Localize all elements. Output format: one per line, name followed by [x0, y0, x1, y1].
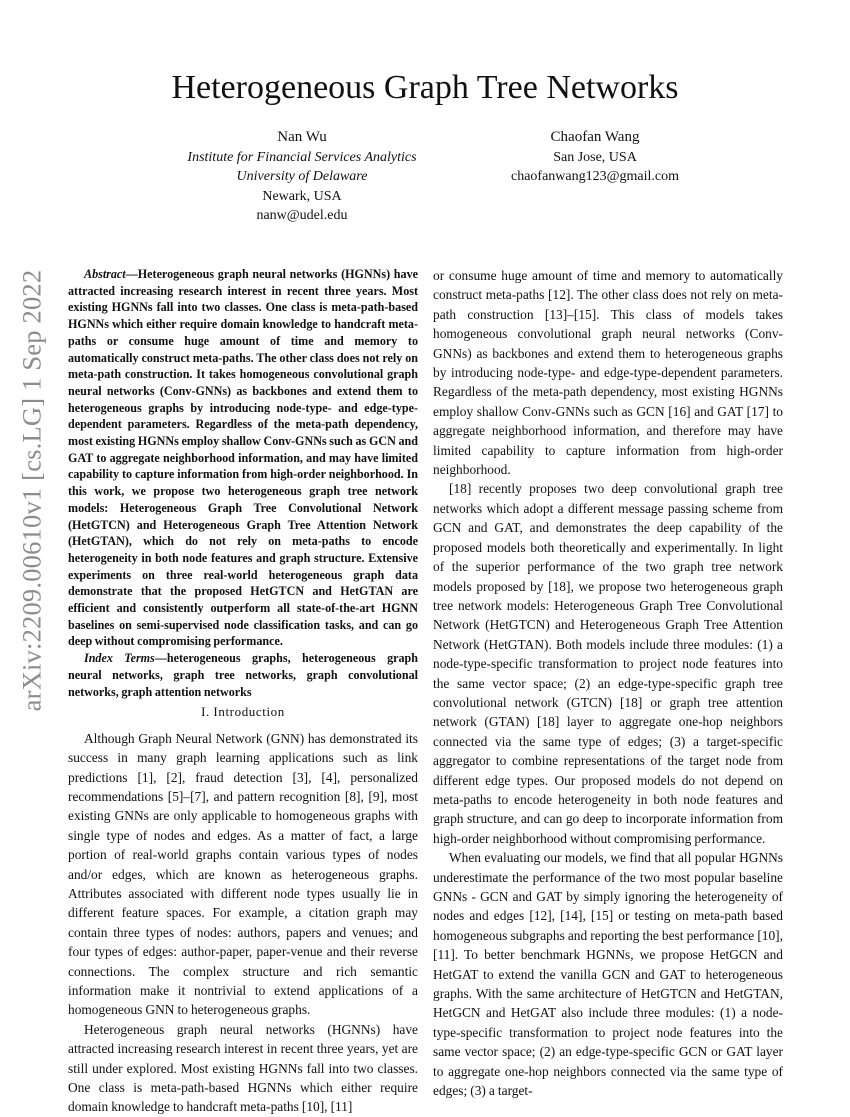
body-paragraph: Heterogeneous graph neural networks (HGNNs) have attracted increasing research interest in recent three years, yet are still under explored. Most existing HGNNs fall into two classes. One class is meta-path-based HGNNs which either require domain knowledge to handcraft meta-paths [10], [11]	[68, 1021, 418, 1115]
author-name: Nan Wu	[277, 129, 327, 145]
right-column	[433, 266, 783, 1100]
arxiv-watermark	[4, 269, 60, 711]
body-paragraph: or consume huge amount of time and memory to automatically construct meta-paths [12]. The other class does not rely on meta-path construction [13]–[15]. This class of models takes homogeneous convolutional graph neural networks (Conv-GNNs) as backbones and extend them to heterogeneous graphs by introducing node-type- and edge-type-dependent parameters. Regardless of the meta-path dependency, most existing HGNNs employ shallow Conv-GNNs such as GCN [16] and GAT [17] to aggregate neighborhood information, and therefore may have limited capability to capture information from high-order neighborhood.	[433, 268, 783, 478]
index-terms-text: —heterogeneous graphs, heterogeneous graph neural networks, graph tree networks, graph convolutional networks, graph attention networks	[68, 651, 419, 699]
index-terms	[68, 650, 418, 700]
author-affiliation: Institute for Financial Services Analytics	[187, 149, 417, 165]
arxiv-id: arXiv:2209.00610v1 [cs.LG] 1 Sep 2022	[16, 269, 47, 711]
author-email[interactable]: nanw@udel.edu	[256, 208, 348, 223]
author-name: Chaofan Wang	[550, 129, 640, 145]
author-location: Newark, USA	[262, 188, 342, 204]
index-terms-label: Index Terms	[84, 651, 155, 666]
body-paragraph: Although Graph Neural Network (GNN) has demonstrated its success in many graph learning applications such as link predictions [1], [2], fraud detection [3], [4], personalized recommendations [5]–[7], and pattern recognition [8], [9], most existing GNNs are only applicable to homogeneous graphs with single type of nodes and edges. As a matter of fact, a large portion of real-world graphs contain various types of nodes and/or edges, which are known as heterogeneous graphs. Attributes associated with different node types usually lie in different feature spaces. For example, a citation graph may contain three types of nodes: authors, papers and venues; and four types of edges: author-paper, paper-venue and their reverse connections. The complex structure and rich semantic information make it nontrivial to extend applications of a homogeneous GNN to heterogeneous graphs.	[68, 730, 418, 1018]
author-block-1	[172, 128, 432, 226]
left-column	[68, 266, 418, 1117]
section-heading: I. Introduction	[201, 704, 285, 720]
author-email[interactable]: chaofanwang123@gmail.com	[510, 169, 679, 184]
paper-title: Heterogeneous Graph Tree Networks	[171, 69, 679, 106]
author-block-2	[480, 128, 710, 187]
body-paragraph: [18] recently proposes two deep convolutional graph tree networks which adopt a different message passing scheme from GCN and GAT, and demonstrates the deep capability of the proposed models both theoretically and experimentally. In light of the superior performance of the two graph tree network models proposed by [18], we propose two heterogeneous graph tree network models: Heterogeneous Graph Tree Convolutional Network (HetGTCN) and Heterogeneous Graph Tree Attention Network (HetGTAN). Both models include three modules: (1) a node-type-specific transformation to project node features into the same vector space; (2) an edge-type-specific graph tree convolutional network (GTCN) [18] or graph tree attention network (GTAN) [18] layer to aggregate one-hop neighbors connected via the same type of edges; (3) a target-specific aggregator to combine representations of the target node from different edge types. Our proposed models do not depend on meta-paths to encode heterogeneity in both node features and graph structure, and can go deep to incorporate information from high-order neighborhood without compromising performance.	[433, 481, 783, 846]
body-paragraph: When evaluating our models, we find that all popular HGNNs underestimate the performance of the two most popular baseline GNNs - GCN and GAT by simply ignoring the heterogeneity of nodes and edges [12], [14], [15] or testing on meta-path based homogeneous subgraphs and reporting the best performance [10], [11]. To better benchmark HGNNs, we propose HetGCN and HetGAT to extend the vanilla GCN and GAT to heterogeneous graphs. With the same architecture of HetGTCN and HetGTAN, HetGCN and HetGAT also include three modules: (1) a node-type-specific transformation to project node features into the same vector space; (2) an edge-type-specific GCN or GAT layer to aggregate one-hop neighbors connected via the same type of edges; (3) a target-	[433, 850, 783, 1099]
author-location: San Jose, USA	[553, 149, 637, 165]
abstract-text: —Heterogeneous graph neural networks (HGNNs) have attracted increasing research interest in recent three years. Most existing HGNNs fall into two classes. One class is meta-path-based HGNNs which either require domain knowledge to handcraft meta-paths or consume huge amount of time and memory to automatically construct meta-paths. The other class does not rely on meta-path construction. It takes homogeneous convolutional graph neural networks (Conv-GNNs) as backbones and extend them to heterogeneous graphs by introducing node-type- and edge-type-dependent parameters. Regardless of the meta-path dependency, most existing HGNNs employ shallow Conv-GNNs such as GCN and GAT to aggregate neighborhood information, and may have limited capability to capture information from high-order neighborhood. In this work, we propose two heterogeneous graph tree network models: Heterogeneous Graph Tree Convolutional Network (HetGTCN) and Heterogeneous Graph Tree Attention Network (HetGTAN), which do not rely on meta-paths to encode heterogeneity in both node features and graph structure. Extensive experiments on three real-world heterogeneous graph data demonstrate that the proposed HetGTCN and HetGTAN are efficient and consistently outperform all state-of-the-art HGNN baselines on semi-supervised node classification tasks, and can go deep without compromising performance.	[68, 267, 418, 649]
abstract-label: Abstract	[84, 267, 126, 281]
abstract	[68, 266, 418, 650]
author-affiliation: University of Delaware	[236, 169, 368, 184]
